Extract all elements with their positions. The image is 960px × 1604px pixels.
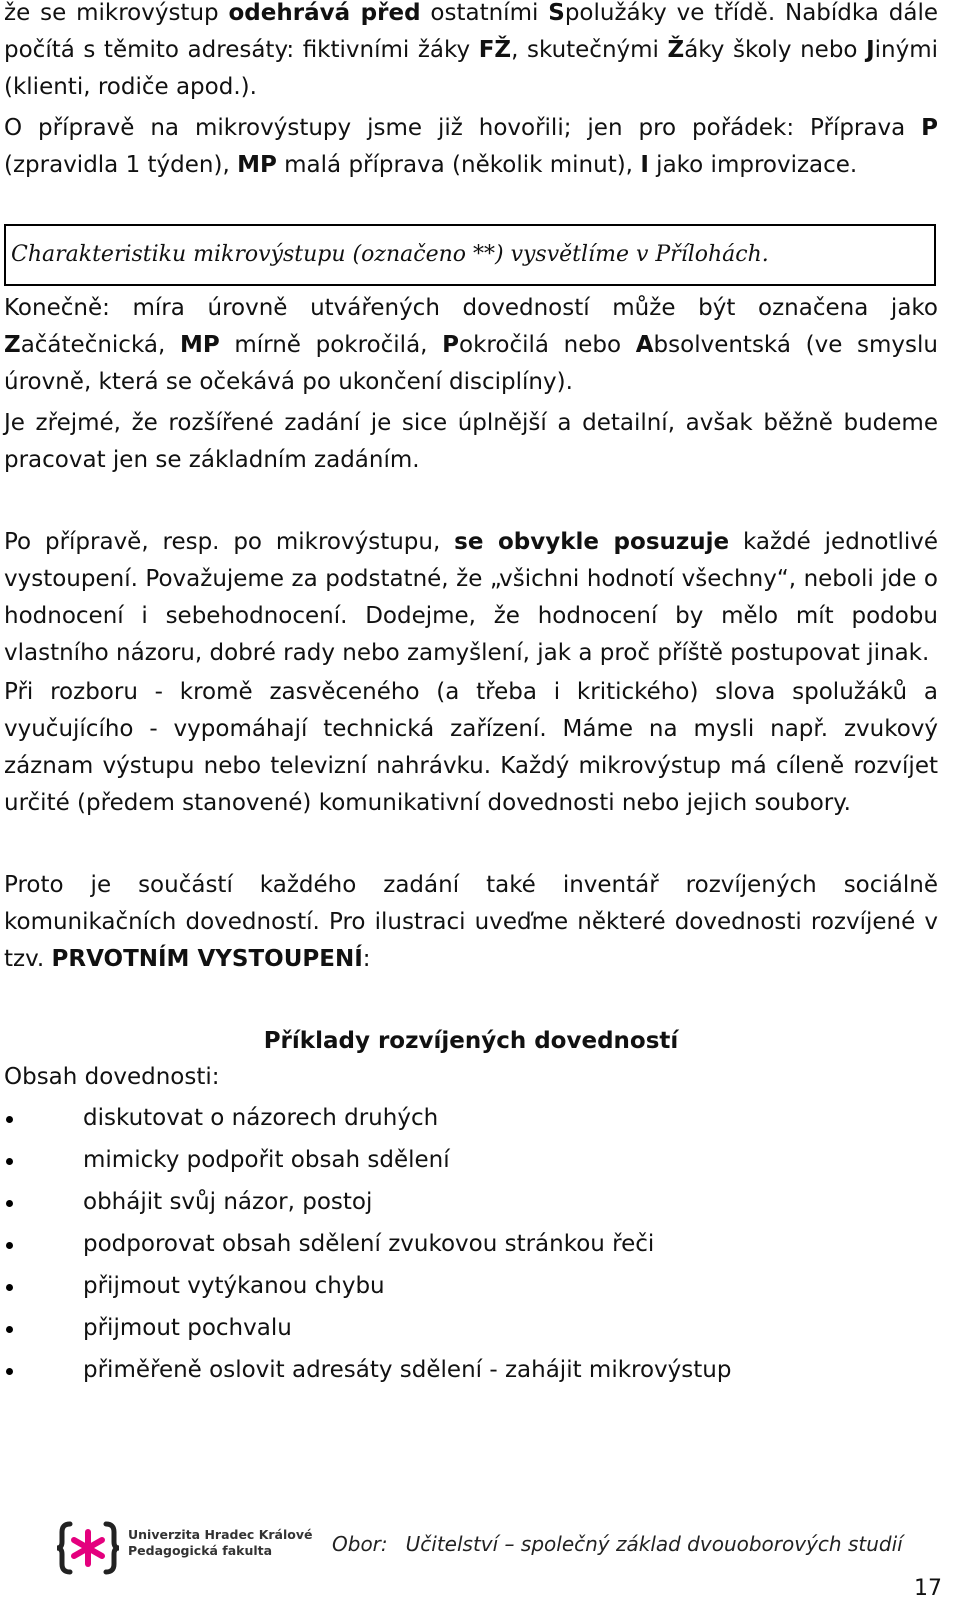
list-item: podporovat obsah sdělení zvukovou stránkou řeči [4, 1223, 938, 1265]
university-name: Univerzita Hradec Králové Pedagogická fakulta [128, 1527, 313, 1558]
paragraph-addressees: že se mikrovýstup odehrává před ostatními Spolužáky ve třídě. Nabídka dále počítá s těmito adresáty: fiktivními žáky FŽ, skutečnými Žáky školy nebo Jinými (klienti, rodiče apod.). [4, 0, 939, 100]
note-box: Charakteristiku mikrovýstupu (označeno **) vysvětlíme v Přílohách. [4, 224, 936, 286]
skills-label: Obsah dovednosti: [4, 1064, 220, 1090]
paragraph-assignment: Je zřejmé, že rozšířené zadání je sice úplnější a detailní, avšak běžně budeme pracovat jen se základním zadáním. [4, 410, 938, 473]
list-item: obhájit svůj názor, postoj [4, 1181, 938, 1223]
paragraph-levels: Konečně: míra úrovně utvářených dovedností může být označena jako Začátečnická, MP mírně pokročilá, Pokročilá nebo Absolventská (ve smyslu úrovně, která se očekává po ukončení disciplíny). [4, 295, 938, 395]
paragraph-preparation: O přípravě na mikrovýstupy jsme již hovořili; jen pro pořádek: Příprava P (zpravidla 1 týden), MP malá příprava (několik minut), I jako improvizace. [4, 115, 938, 178]
skills-list [4, 1097, 938, 1391]
list-item: přijmout pochvalu [4, 1307, 938, 1349]
uhk-logo-icon [56, 1518, 120, 1578]
examples-heading: Příklady rozvíjených dovedností [263, 1028, 679, 1054]
paragraph-evaluation: Po přípravě, resp. po mikrovýstupu, se obvykle posuzuje každé jednotlivé vystoupení. Považujeme za podstatné, že „všichni hodnotí všechny“, neboli jde o hodnocení i sebehodnocení. Dodejme, že hodnocení by mělo mít podobu vlastního názoru, dobré rady nebo zamyšlení, jak a proč příště postupovat jinak. [4, 529, 939, 666]
list-item: přijmout vytýkanou chybu [4, 1265, 938, 1307]
page-footer [56, 1518, 936, 1578]
paragraph-inventory: Proto je součástí každého zadání také inventář rozvíjených sociálně komunikačních dovedností. Pro ilustraci uveďme některé dovednosti rozvíjené v tzv. PRVOTNÍM VYSTOUPENÍ: [4, 872, 938, 972]
paragraph-analysis: Při rozboru - kromě zasvěceného (a třeba i kritického) slova spolužáků a vyučujícího - vypomáhají technická zařízení. Máme na mysli např. zvukový záznam výstupu nebo televizní nahrávku. Každý mikrovýstup má cíleně rozvíjet určité (předem stanovené) komunikativní dovednosti nebo jejich soubory. [4, 679, 938, 816]
page-number: 17 [914, 1576, 942, 1601]
field-of-study: Obor: Učitelství – společný základ dvouoborových studií [332, 1532, 903, 1556]
list-item: přiměřeně oslovit adresáty sdělení - zahájit mikrovýstup [4, 1349, 938, 1391]
list-item: mimicky podpořit obsah sdělení [4, 1139, 938, 1181]
list-item: diskutovat o názorech druhých [4, 1097, 938, 1139]
